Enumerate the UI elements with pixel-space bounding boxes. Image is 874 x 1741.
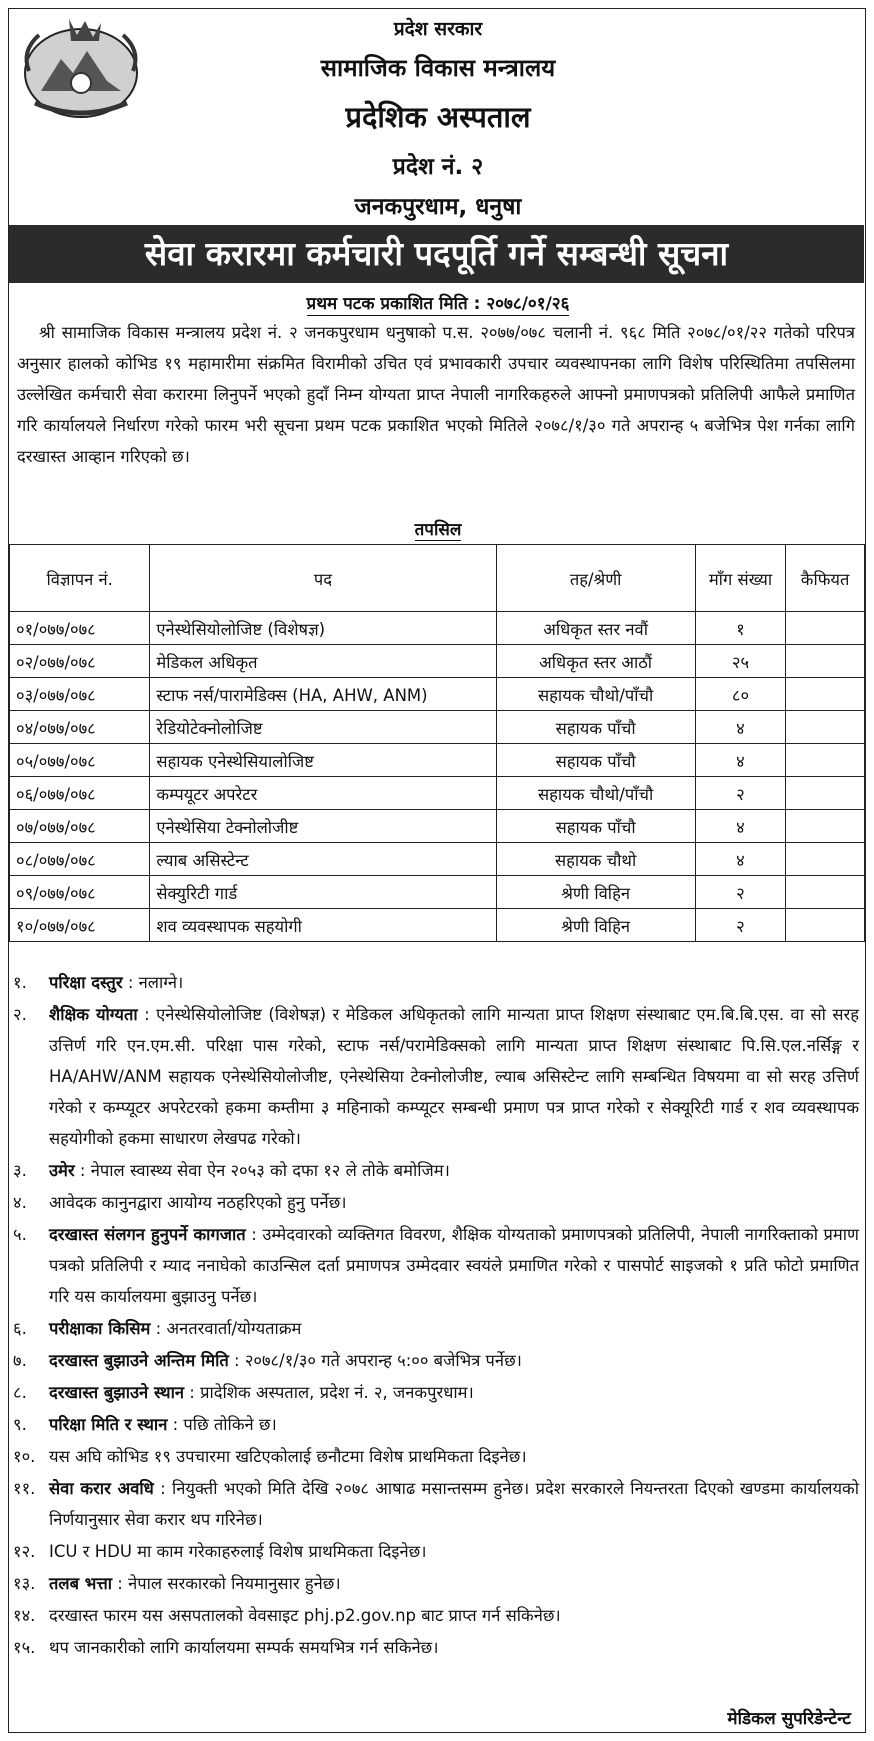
condition-item [9,1632,859,1663]
cell-ad-no: ०८/०७७/०७८ [10,843,150,876]
cell-post: कम्पयूटर अपरेटर [150,777,496,810]
condition-label: शैक्षिक योग्यता [49,1005,138,1024]
table-row [10,876,865,909]
conditions-list [9,967,859,1664]
condition-item [9,1441,859,1472]
cell-ad-no: ०१/०७७/०७८ [10,612,150,645]
condition-text: : एनेस्थेसियोलोजिष्ट (विशेषज्ञ) र मेडिकल अधिकृतको लागि मान्यता प्राप्त शिक्षण संस्थाबाट एम.बि.बि.एस. वा सो सरह उत्तिर्ण गरि एन.एम.सी. परिक्षा पास गरेको, स्टाफ नर्स/परामेडिक्सको लागि मान्यता प्राप्त शिक्षण संस्थाबाट पि.सि.एल.नर्सिङ्ग र HA/AHW/ANM सहायक एनेस्थेसियोलोजीष्ट, एनेस्थेसिया टेक्नोलोजीष्ट, ल्याब असिस्टेन्ट लागि सम्बन्धित विषयमा वा सो सरह उत्तिर्ण गरेको र कम्प्यूटर अपरेटरको हकमा कम्तीमा ३ महिनाको कम्प्यूटर सम्बन्धी प्रमाण पत्र प्राप्त गरेको र सेक्यूरिटी गार्ड र शव व्यवस्थापक सहयोगीको हकमा साधारण लेखपढ गरेको। [49,1005,859,1148]
condition-item [9,1313,859,1344]
condition-label: परीक्षाका किसिम [49,1319,151,1338]
cell-level: सहायक पाँचौ [496,744,695,777]
condition-label: सेवा करार अवधि [49,1479,154,1498]
condition-text: यस अघि कोभिड १९ उपचारमा खटिएकोलाई छनौटमा विशेष प्राथमिकता दिइनेछ। [49,1447,527,1466]
cell-ad-no: ०९/०७७/०७८ [10,876,150,909]
cell-post: सेक्युरिटी गार्ड [150,876,496,909]
intro-paragraph: श्री सामाजिक विकास मन्त्रालय प्रदेश नं. २ जनकपुरधाम धनुषाको प.स. २०७७/०७८ चलानी नं. ९६८ मिति २०७८/०१/२२ गतेको परिपत्र अनुसार हालको कोभिड १९ महामारीमा संक्रमित विरामीको उचित एवं प्रभावकारी उपचार व्यवस्थापनका लागि विशेष परिस्थितिमा तपसिलमा उल्लेखित कर्मचारी सेवा करारमा लिनुपर्ने भएको हुदाँ निम्न योग्यता प्राप्त नेपाली नागरिकहरुले आफ्नो प्रमाणपत्रको प्रतिलिपी आफैले प्रमाणित गरि कार्यालयले निर्धारण गरेको फारम भरी सूचना प्रथम पटक प्रकाशित भएको मितिले २०७८/१/३० गते अपरान्ह ५ बजेभित्र पेश गर्नका लागि दरखास्त आव्हान गरिएको छ। [17,323,855,466]
cell-remarks [786,612,865,645]
notice-title-banner: सेवा करारमा कर्मचारी पदपूर्ति गर्ने सम्बन्धी सूचना [9,225,864,283]
cell-post: ल्याब असिस्टेन्ट [150,843,496,876]
cell-level: अधिकृत स्तर आठौं [496,645,695,678]
cell-post: रेडियोटेक्नोलोजिष्ट [150,711,496,744]
condition-number: ८. [13,1383,27,1402]
condition-label: परिक्षा दस्तुर [49,973,123,992]
table-row [10,777,865,810]
condition-number: ७. [13,1351,27,1370]
condition-number: ५. [13,1225,27,1244]
condition-number: १२. [13,1542,36,1561]
signoff: मेडिकल सुपरिडेन्टेन्ट [727,1709,851,1729]
condition-item [9,1155,859,1186]
condition-text: : नेपाल सरकारको नियमानुसार हुनेछ। [112,1574,341,1593]
condition-number: १०. [13,1447,36,1466]
cell-demand: ४ [695,744,785,777]
col-header-demand: माँग संख्या [695,545,785,612]
cell-post: एनेस्थेसियोलोजिष्ट (विशेषज्ञ) [150,612,496,645]
condition-text: : अनतरवार्ता/योग्यताक्रम [150,1319,302,1338]
condition-number: ९. [13,1415,27,1434]
cell-ad-no: ०७/०७७/०७८ [10,810,150,843]
cell-post: स्टाफ नर्स/पारामेडिक्स (HA, AHW, ANM) [150,678,496,711]
condition-item [9,1600,859,1631]
condition-number: १. [13,973,27,992]
condition-text: : पछि तोकिने छ। [167,1415,277,1434]
condition-label: उमेर [49,1161,75,1180]
condition-label: दरखास्त बुझाउने स्थान [49,1383,185,1402]
condition-item [9,1377,859,1408]
header-province: प्रदेश नं. २ [392,154,484,180]
table-row [10,744,865,777]
cell-demand: २ [695,777,785,810]
condition-number: ६. [13,1319,27,1338]
cell-remarks [786,909,865,942]
condition-text: : नेपाल स्वास्थ्य सेवा ऐन २०५३ को दफा १२ ले तोके बमोजिम। [74,1161,450,1180]
cell-remarks [786,678,865,711]
condition-text: : नलाग्ने। [122,973,184,992]
condition-item [9,1187,859,1218]
condition-item [9,1345,859,1376]
cell-level: सहायक चौथो/पाँचौ [496,777,695,810]
cell-level: सहायक पाँचौ [496,810,695,843]
vacancy-table [9,544,865,942]
publish-date: प्रथम पटक प्रकाशित मिति : २०७८/०१/२६ [306,294,570,314]
table-row [10,909,865,942]
condition-number: ११. [13,1479,36,1498]
cell-level: सहायक पाँचौ [496,711,695,744]
table-body [10,612,865,942]
cell-remarks [786,810,865,843]
cell-level: श्रेणी विहिन [496,909,695,942]
table-title: तपसिल [414,520,462,540]
cell-demand: ८० [695,678,785,711]
col-header-level: तह/श्रेणी [496,545,695,612]
condition-label: दरखास्त संलगन हुनुपर्ने कागजात [49,1225,246,1244]
table-row [10,711,865,744]
condition-item [9,1536,859,1567]
header-ministry: सामाजिक विकास मन्त्रालय [320,54,556,82]
col-header-ad-no: विज्ञापन नं. [10,545,150,612]
condition-text: : प्रादेशिक अस्पताल, प्रदेश नं. २, जनकपुरधाम। [184,1383,474,1402]
cell-ad-no: ०५/०७७/०७८ [10,744,150,777]
cell-remarks [786,843,865,876]
cell-level: अधिकृत स्तर नवौं [496,612,695,645]
header-govt: प्रदेश सरकार [393,18,483,40]
table-title-wrap [9,517,867,540]
cell-level: सहायक चौथो [496,843,695,876]
cell-remarks [786,645,865,678]
cell-demand: २ [695,909,785,942]
cell-ad-no: ०२/०७७/०७८ [10,645,150,678]
col-header-remarks: कैफियत [786,545,865,612]
cell-post: मेडिकल अधिकृत [150,645,496,678]
condition-text: : नियुक्ती भएको मिति देखि २०७८ आषाढ मसान्तसम्म हुनेछ। प्रदेश सरकारले नियन्तरता दिएको खण्डमा कार्यालयको निर्णयानुसार सेवा करार थप गरिनेछ। [49,1479,859,1529]
table-row [10,810,865,843]
table-row [10,645,865,678]
cell-post: एनेस्थेसिया टेक्नोलोजीष्ट [150,810,496,843]
cell-demand: २५ [695,645,785,678]
table-header-row [10,545,865,612]
condition-number: ३. [13,1161,27,1180]
condition-number: ४. [13,1193,27,1212]
cell-post: शव व्यवस्थापक सहयोगी [150,909,496,942]
cell-remarks [786,876,865,909]
cell-ad-no: ०४/०७७/०७८ [10,711,150,744]
condition-number: १३. [13,1574,36,1593]
condition-item [9,967,859,998]
condition-text: आवेदक कानुनद्वारा आयोग्य नठहरिएको हुनु पर्नेछ। [49,1193,347,1212]
cell-demand: ४ [695,810,785,843]
condition-text: थप जानकारीको लागि कार्यालयमा सम्पर्क समयभित्र गर्न सकिनेछ। [49,1638,439,1657]
cell-remarks [786,777,865,810]
condition-item [9,1568,859,1599]
condition-number: २. [13,1005,27,1024]
col-header-post: पद [150,545,496,612]
table-row [10,612,865,645]
cell-demand: १ [695,612,785,645]
condition-label: परिक्षा मिति र स्थान [49,1415,168,1434]
cell-demand: २ [695,876,785,909]
condition-item [9,999,859,1154]
cell-remarks [786,744,865,777]
cell-demand: ४ [695,843,785,876]
condition-text: ICU र HDU मा काम गरेकाहरुलाई विशेष प्राथमिकता दिइनेछ। [49,1542,427,1561]
header-location: जनकपुरधाम, धनुषा [354,194,522,220]
condition-item [9,1409,859,1440]
condition-number: १५. [13,1638,36,1657]
notice-page [8,8,866,1733]
cell-level: श्रेणी विहिन [496,876,695,909]
cell-post: सहायक एनेस्थेसियालोजिष्ट [150,744,496,777]
condition-text: : उम्मेदवारको व्यक्तिगत विवरण, शैक्षिक योग्यताको प्रमाणपत्रको प्रतिलिपी, नेपाली नागरिक्ताको प्रमाण पत्रको प्रतिलिपी र म्याद ननाघेको काउन्सिल दर्ता प्रमाणपत्र उम्मेदवार स्वयंले प्रमाणित गरेको र पासपोर्ट साइजको १ प्रति फोटो प्रमाणित गरि यस कार्यालयमा बुझाउनु पर्नेछ। [49,1225,859,1306]
header-hospital: प्रदेशिक अस्पताल [345,100,531,134]
condition-item [9,1473,859,1535]
condition-text: : २०७८/१/३० गते अपरान्ह ५:०० बजेभित्र पर्नेछ। [228,1351,522,1370]
publish-date-wrap [9,291,867,314]
cell-ad-no: ०३/०७७/०७८ [10,678,150,711]
table-row [10,678,865,711]
cell-ad-no: १०/०७७/०७८ [10,909,150,942]
table-row [10,843,865,876]
cell-remarks [786,711,865,744]
condition-item [9,1219,859,1312]
condition-label: दरखास्त बुझाउने अन्तिम मिति [49,1351,229,1370]
cell-ad-no: ०६/०७७/०७८ [10,777,150,810]
condition-text: दरखास्त फारम यस असपतालको वेवसाइट phj.p2.gov.np बाट प्राप्त गर्न सकिनेछ। [49,1606,561,1625]
condition-number: १४. [13,1606,36,1625]
cell-demand: ४ [695,711,785,744]
cell-level: सहायक चौथो/पाँचौ [496,678,695,711]
condition-label: तलब भत्ता [49,1574,113,1593]
